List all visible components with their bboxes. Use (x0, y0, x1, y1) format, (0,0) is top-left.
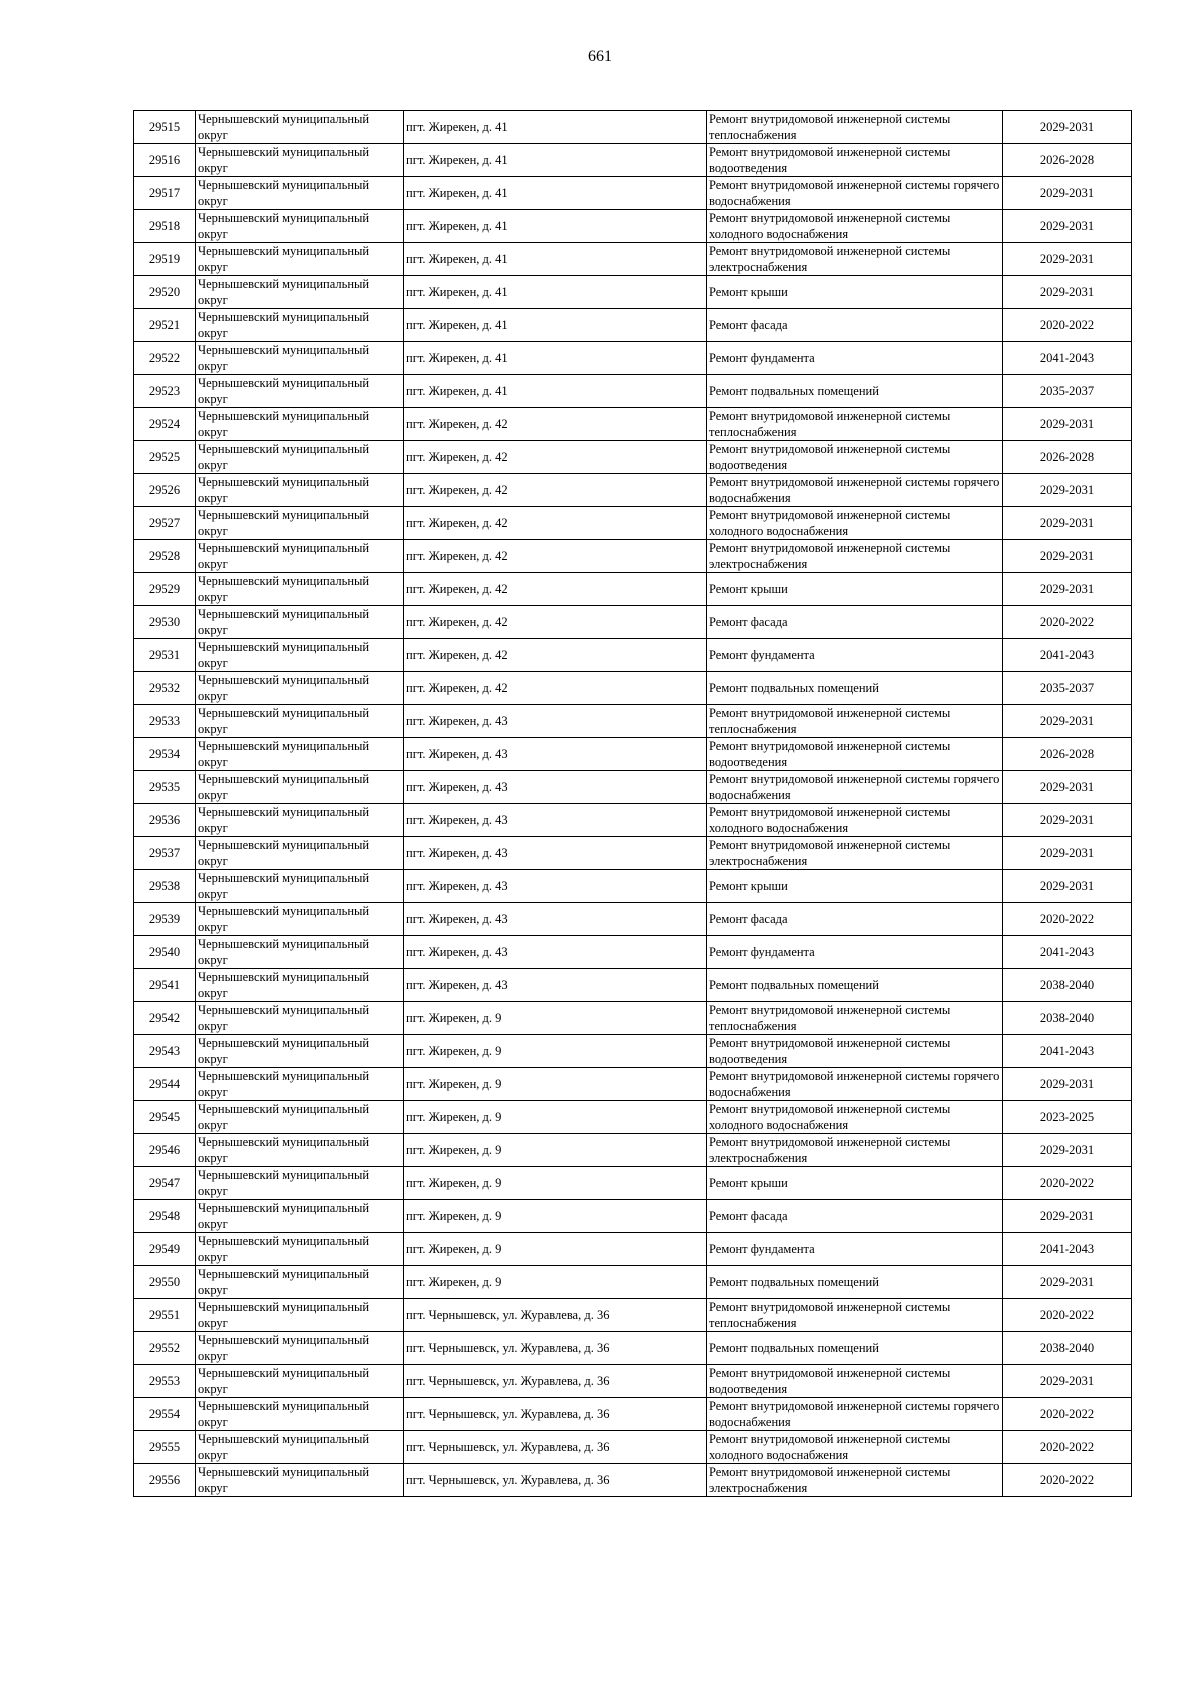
table-row (134, 606, 1132, 639)
table-row (134, 969, 1132, 1002)
work-type-cell: Ремонт внутридомовой инженерной системы водоотведения (707, 441, 1003, 474)
table-row (134, 276, 1132, 309)
period-cell: 2029-2031 (1003, 804, 1132, 837)
table-row (134, 1431, 1132, 1464)
row-number-cell: 29534 (134, 738, 196, 771)
address-cell: пгт. Жирекен, д. 43 (404, 969, 707, 1002)
row-number-cell: 29515 (134, 111, 196, 144)
work-type-cell: Ремонт фасада (707, 903, 1003, 936)
table-row (134, 573, 1132, 606)
table-row (134, 474, 1132, 507)
district-cell: Чернышевский муниципальный округ (196, 1233, 404, 1266)
table-row (134, 1266, 1132, 1299)
row-number-cell: 29556 (134, 1464, 196, 1497)
district-cell: Чернышевский муниципальный округ (196, 1167, 404, 1200)
table-row (134, 804, 1132, 837)
row-number-cell: 29540 (134, 936, 196, 969)
row-number-cell: 29518 (134, 210, 196, 243)
district-cell: Чернышевский муниципальный округ (196, 606, 404, 639)
work-type-cell: Ремонт фасада (707, 309, 1003, 342)
period-cell: 2029-2031 (1003, 1068, 1132, 1101)
address-cell: пгт. Жирекен, д. 41 (404, 144, 707, 177)
district-cell: Чернышевский муниципальный округ (196, 1134, 404, 1167)
period-cell: 2029-2031 (1003, 111, 1132, 144)
row-number-cell: 29555 (134, 1431, 196, 1464)
district-cell: Чернышевский муниципальный округ (196, 969, 404, 1002)
district-cell: Чернышевский муниципальный округ (196, 540, 404, 573)
address-cell: пгт. Жирекен, д. 41 (404, 111, 707, 144)
row-number-cell: 29543 (134, 1035, 196, 1068)
address-cell: пгт. Жирекен, д. 42 (404, 441, 707, 474)
row-number-cell: 29525 (134, 441, 196, 474)
address-cell: пгт. Жирекен, д. 43 (404, 870, 707, 903)
district-cell: Чернышевский муниципальный округ (196, 342, 404, 375)
table-row (134, 1299, 1132, 1332)
district-cell: Чернышевский муниципальный округ (196, 243, 404, 276)
row-number-cell: 29532 (134, 672, 196, 705)
address-cell: пгт. Жирекен, д. 41 (404, 309, 707, 342)
address-cell: пгт. Жирекен, д. 9 (404, 1101, 707, 1134)
period-cell: 2029-2031 (1003, 243, 1132, 276)
period-cell: 2029-2031 (1003, 540, 1132, 573)
row-number-cell: 29519 (134, 243, 196, 276)
district-cell: Чернышевский муниципальный округ (196, 804, 404, 837)
table-row (134, 1002, 1132, 1035)
row-number-cell: 29545 (134, 1101, 196, 1134)
work-type-cell: Ремонт внутридомовой инженерной системы горячего водоснабжения (707, 1398, 1003, 1431)
table-row (134, 342, 1132, 375)
period-cell: 2029-2031 (1003, 1134, 1132, 1167)
period-cell: 2020-2022 (1003, 903, 1132, 936)
district-cell: Чернышевский муниципальный округ (196, 936, 404, 969)
table-row (134, 1101, 1132, 1134)
row-number-cell: 29533 (134, 705, 196, 738)
address-cell: пгт. Жирекен, д. 41 (404, 342, 707, 375)
row-number-cell: 29548 (134, 1200, 196, 1233)
address-cell: пгт. Жирекен, д. 9 (404, 1068, 707, 1101)
period-cell: 2020-2022 (1003, 606, 1132, 639)
page-number: 661 (588, 48, 612, 65)
row-number-cell: 29530 (134, 606, 196, 639)
work-type-cell: Ремонт фундамента (707, 639, 1003, 672)
period-cell: 2029-2031 (1003, 1200, 1132, 1233)
row-number-cell: 29526 (134, 474, 196, 507)
period-cell: 2029-2031 (1003, 1266, 1132, 1299)
period-cell: 2029-2031 (1003, 507, 1132, 540)
address-cell: пгт. Чернышевск, ул. Журавлева, д. 36 (404, 1464, 707, 1497)
address-cell: пгт. Жирекен, д. 42 (404, 573, 707, 606)
row-number-cell: 29551 (134, 1299, 196, 1332)
row-number-cell: 29520 (134, 276, 196, 309)
period-cell: 2041-2043 (1003, 342, 1132, 375)
period-cell: 2020-2022 (1003, 1431, 1132, 1464)
table-row (134, 441, 1132, 474)
address-cell: пгт. Жирекен, д. 43 (404, 936, 707, 969)
work-type-cell: Ремонт внутридомовой инженерной системы холодного водоснабжения (707, 210, 1003, 243)
work-type-cell: Ремонт внутридомовой инженерной системы водоотведения (707, 1035, 1003, 1068)
district-cell: Чернышевский муниципальный округ (196, 441, 404, 474)
row-number-cell: 29527 (134, 507, 196, 540)
district-cell: Чернышевский муниципальный округ (196, 177, 404, 210)
district-cell: Чернышевский муниципальный округ (196, 771, 404, 804)
table-row (134, 375, 1132, 408)
district-cell: Чернышевский муниципальный округ (196, 1398, 404, 1431)
address-cell: пгт. Жирекен, д. 41 (404, 243, 707, 276)
district-cell: Чернышевский муниципальный округ (196, 1002, 404, 1035)
row-number-cell: 29535 (134, 771, 196, 804)
address-cell: пгт. Чернышевск, ул. Журавлева, д. 36 (404, 1365, 707, 1398)
work-type-cell: Ремонт внутридомовой инженерной системы теплоснабжения (707, 408, 1003, 441)
work-type-cell: Ремонт фундамента (707, 936, 1003, 969)
district-cell: Чернышевский муниципальный округ (196, 837, 404, 870)
address-cell: пгт. Жирекен, д. 41 (404, 210, 707, 243)
work-type-cell: Ремонт внутридомовой инженерной системы холодного водоснабжения (707, 1101, 1003, 1134)
row-number-cell: 29552 (134, 1332, 196, 1365)
row-number-cell: 29517 (134, 177, 196, 210)
period-cell: 2029-2031 (1003, 837, 1132, 870)
row-number-cell: 29549 (134, 1233, 196, 1266)
address-cell: пгт. Жирекен, д. 43 (404, 837, 707, 870)
district-cell: Чернышевский муниципальный округ (196, 870, 404, 903)
row-number-cell: 29538 (134, 870, 196, 903)
row-number-cell: 29524 (134, 408, 196, 441)
table-row (134, 1464, 1132, 1497)
work-type-cell: Ремонт внутридомовой инженерной системы электроснабжения (707, 243, 1003, 276)
address-cell: пгт. Чернышевск, ул. Журавлева, д. 36 (404, 1398, 707, 1431)
address-cell: пгт. Жирекен, д. 43 (404, 903, 707, 936)
address-cell: пгт. Жирекен, д. 43 (404, 738, 707, 771)
district-cell: Чернышевский муниципальный округ (196, 111, 404, 144)
table-row (134, 936, 1132, 969)
row-number-cell: 29539 (134, 903, 196, 936)
row-number-cell: 29536 (134, 804, 196, 837)
work-type-cell: Ремонт внутридомовой инженерной системы горячего водоснабжения (707, 474, 1003, 507)
district-cell: Чернышевский муниципальный округ (196, 1266, 404, 1299)
address-cell: пгт. Жирекен, д. 41 (404, 276, 707, 309)
table-row (134, 672, 1132, 705)
row-number-cell: 29542 (134, 1002, 196, 1035)
period-cell: 2020-2022 (1003, 309, 1132, 342)
period-cell: 2029-2031 (1003, 276, 1132, 309)
address-cell: пгт. Жирекен, д. 42 (404, 408, 707, 441)
district-cell: Чернышевский муниципальный округ (196, 705, 404, 738)
row-number-cell: 29521 (134, 309, 196, 342)
period-cell: 2035-2037 (1003, 375, 1132, 408)
work-type-cell: Ремонт внутридомовой инженерной системы холодного водоснабжения (707, 804, 1003, 837)
period-cell: 2029-2031 (1003, 474, 1132, 507)
address-cell: пгт. Жирекен, д. 9 (404, 1233, 707, 1266)
work-type-cell: Ремонт внутридомовой инженерной системы холодного водоснабжения (707, 507, 1003, 540)
table-row (134, 243, 1132, 276)
table-row (134, 837, 1132, 870)
work-type-cell: Ремонт внутридомовой инженерной системы теплоснабжения (707, 1299, 1003, 1332)
period-cell: 2038-2040 (1003, 1002, 1132, 1035)
period-cell: 2029-2031 (1003, 771, 1132, 804)
district-cell: Чернышевский муниципальный округ (196, 1431, 404, 1464)
address-cell: пгт. Чернышевск, ул. Журавлева, д. 36 (404, 1299, 707, 1332)
address-cell: пгт. Жирекен, д. 9 (404, 1134, 707, 1167)
period-cell: 2041-2043 (1003, 1233, 1132, 1266)
period-cell: 2041-2043 (1003, 639, 1132, 672)
table-row (134, 903, 1132, 936)
table-row (134, 1398, 1132, 1431)
address-cell: пгт. Жирекен, д. 9 (404, 1200, 707, 1233)
work-type-cell: Ремонт внутридомовой инженерной системы теплоснабжения (707, 1002, 1003, 1035)
work-type-cell: Ремонт внутридомовой инженерной системы холодного водоснабжения (707, 1431, 1003, 1464)
table-row (134, 210, 1132, 243)
period-cell: 2020-2022 (1003, 1464, 1132, 1497)
address-cell: пгт. Жирекен, д. 41 (404, 375, 707, 408)
district-cell: Чернышевский муниципальный округ (196, 474, 404, 507)
period-cell: 2038-2040 (1003, 1332, 1132, 1365)
address-cell: пгт. Жирекен, д. 43 (404, 771, 707, 804)
address-cell: пгт. Жирекен, д. 9 (404, 1002, 707, 1035)
period-cell: 2038-2040 (1003, 969, 1132, 1002)
district-cell: Чернышевский муниципальный округ (196, 1035, 404, 1068)
row-number-cell: 29537 (134, 837, 196, 870)
district-cell: Чернышевский муниципальный округ (196, 672, 404, 705)
address-cell: пгт. Жирекен, д. 42 (404, 672, 707, 705)
table-row (134, 1035, 1132, 1068)
period-cell: 2023-2025 (1003, 1101, 1132, 1134)
work-type-cell: Ремонт фундамента (707, 1233, 1003, 1266)
work-type-cell: Ремонт внутридомовой инженерной системы электроснабжения (707, 540, 1003, 573)
work-type-cell: Ремонт внутридомовой инженерной системы электроснабжения (707, 837, 1003, 870)
period-cell: 2029-2031 (1003, 210, 1132, 243)
table-row (134, 639, 1132, 672)
work-type-cell: Ремонт внутридомовой инженерной системы водоотведения (707, 1365, 1003, 1398)
district-cell: Чернышевский муниципальный округ (196, 1332, 404, 1365)
address-cell: пгт. Жирекен, д. 42 (404, 606, 707, 639)
table-row (134, 1233, 1132, 1266)
period-cell: 2029-2031 (1003, 1365, 1132, 1398)
period-cell: 2041-2043 (1003, 936, 1132, 969)
row-number-cell: 29550 (134, 1266, 196, 1299)
period-cell: 2029-2031 (1003, 177, 1132, 210)
table-row (134, 1068, 1132, 1101)
address-cell: пгт. Жирекен, д. 9 (404, 1167, 707, 1200)
address-cell: пгт. Чернышевск, ул. Журавлева, д. 36 (404, 1431, 707, 1464)
address-cell: пгт. Жирекен, д. 9 (404, 1266, 707, 1299)
district-cell: Чернышевский муниципальный округ (196, 1299, 404, 1332)
district-cell: Чернышевский муниципальный округ (196, 738, 404, 771)
work-type-cell: Ремонт внутридомовой инженерной системы теплоснабжения (707, 111, 1003, 144)
row-number-cell: 29553 (134, 1365, 196, 1398)
work-type-cell: Ремонт внутридомовой инженерной системы горячего водоснабжения (707, 177, 1003, 210)
period-cell: 2026-2028 (1003, 441, 1132, 474)
address-cell: пгт. Жирекен, д. 42 (404, 540, 707, 573)
row-number-cell: 29547 (134, 1167, 196, 1200)
address-cell: пгт. Чернышевск, ул. Журавлева, д. 36 (404, 1332, 707, 1365)
table-row (134, 144, 1132, 177)
table-row (134, 1200, 1132, 1233)
table-row (134, 738, 1132, 771)
repair-schedule-table (133, 110, 1132, 1497)
work-type-cell: Ремонт фасада (707, 1200, 1003, 1233)
period-cell: 2026-2028 (1003, 738, 1132, 771)
address-cell: пгт. Жирекен, д. 42 (404, 507, 707, 540)
work-type-cell: Ремонт подвальных помещений (707, 969, 1003, 1002)
work-type-cell: Ремонт подвальных помещений (707, 375, 1003, 408)
district-cell: Чернышевский муниципальный округ (196, 1068, 404, 1101)
district-cell: Чернышевский муниципальный округ (196, 507, 404, 540)
row-number-cell: 29528 (134, 540, 196, 573)
work-type-cell: Ремонт крыши (707, 1167, 1003, 1200)
address-cell: пгт. Жирекен, д. 43 (404, 804, 707, 837)
table-body (134, 111, 1132, 1497)
period-cell: 2029-2031 (1003, 870, 1132, 903)
district-cell: Чернышевский муниципальный округ (196, 1200, 404, 1233)
district-cell: Чернышевский муниципальный округ (196, 276, 404, 309)
work-type-cell: Ремонт подвальных помещений (707, 1332, 1003, 1365)
work-type-cell: Ремонт подвальных помещений (707, 1266, 1003, 1299)
table-row (134, 1365, 1132, 1398)
address-cell: пгт. Жирекен, д. 9 (404, 1035, 707, 1068)
period-cell: 2029-2031 (1003, 408, 1132, 441)
work-type-cell: Ремонт крыши (707, 870, 1003, 903)
table-row (134, 870, 1132, 903)
district-cell: Чернышевский муниципальный округ (196, 408, 404, 441)
work-type-cell: Ремонт внутридомовой инженерной системы водоотведения (707, 144, 1003, 177)
table-row (134, 771, 1132, 804)
table-row (134, 1167, 1132, 1200)
table-row (134, 705, 1132, 738)
district-cell: Чернышевский муниципальный округ (196, 639, 404, 672)
period-cell: 2041-2043 (1003, 1035, 1132, 1068)
row-number-cell: 29546 (134, 1134, 196, 1167)
table-row (134, 309, 1132, 342)
work-type-cell: Ремонт внутридомовой инженерной системы водоотведения (707, 738, 1003, 771)
table-row (134, 540, 1132, 573)
table-row (134, 507, 1132, 540)
work-type-cell: Ремонт внутридомовой инженерной системы электроснабжения (707, 1134, 1003, 1167)
row-number-cell: 29544 (134, 1068, 196, 1101)
district-cell: Чернышевский муниципальный округ (196, 903, 404, 936)
district-cell: Чернышевский муниципальный округ (196, 375, 404, 408)
district-cell: Чернышевский муниципальный округ (196, 1101, 404, 1134)
address-cell: пгт. Жирекен, д. 42 (404, 639, 707, 672)
work-type-cell: Ремонт крыши (707, 276, 1003, 309)
work-type-cell: Ремонт внутридомовой инженерной системы электроснабжения (707, 1464, 1003, 1497)
row-number-cell: 29529 (134, 573, 196, 606)
work-type-cell: Ремонт внутридомовой инженерной системы горячего водоснабжения (707, 1068, 1003, 1101)
table-row (134, 1332, 1132, 1365)
table-row (134, 1134, 1132, 1167)
row-number-cell: 29523 (134, 375, 196, 408)
table-row (134, 111, 1132, 144)
address-cell: пгт. Жирекен, д. 43 (404, 705, 707, 738)
row-number-cell: 29531 (134, 639, 196, 672)
period-cell: 2020-2022 (1003, 1299, 1132, 1332)
period-cell: 2029-2031 (1003, 573, 1132, 606)
row-number-cell: 29522 (134, 342, 196, 375)
period-cell: 2026-2028 (1003, 144, 1132, 177)
table-row (134, 408, 1132, 441)
work-type-cell: Ремонт внутридомовой инженерной системы теплоснабжения (707, 705, 1003, 738)
district-cell: Чернышевский муниципальный округ (196, 309, 404, 342)
work-type-cell: Ремонт крыши (707, 573, 1003, 606)
period-cell: 2029-2031 (1003, 705, 1132, 738)
district-cell: Чернышевский муниципальный округ (196, 573, 404, 606)
work-type-cell: Ремонт фасада (707, 606, 1003, 639)
district-cell: Чернышевский муниципальный округ (196, 210, 404, 243)
work-type-cell: Ремонт фундамента (707, 342, 1003, 375)
address-cell: пгт. Жирекен, д. 42 (404, 474, 707, 507)
period-cell: 2020-2022 (1003, 1167, 1132, 1200)
row-number-cell: 29541 (134, 969, 196, 1002)
address-cell: пгт. Жирекен, д. 41 (404, 177, 707, 210)
row-number-cell: 29516 (134, 144, 196, 177)
district-cell: Чернышевский муниципальный округ (196, 1365, 404, 1398)
district-cell: Чернышевский муниципальный округ (196, 144, 404, 177)
work-type-cell: Ремонт подвальных помещений (707, 672, 1003, 705)
period-cell: 2035-2037 (1003, 672, 1132, 705)
period-cell: 2020-2022 (1003, 1398, 1132, 1431)
table-row (134, 177, 1132, 210)
district-cell: Чернышевский муниципальный округ (196, 1464, 404, 1497)
work-type-cell: Ремонт внутридомовой инженерной системы горячего водоснабжения (707, 771, 1003, 804)
row-number-cell: 29554 (134, 1398, 196, 1431)
